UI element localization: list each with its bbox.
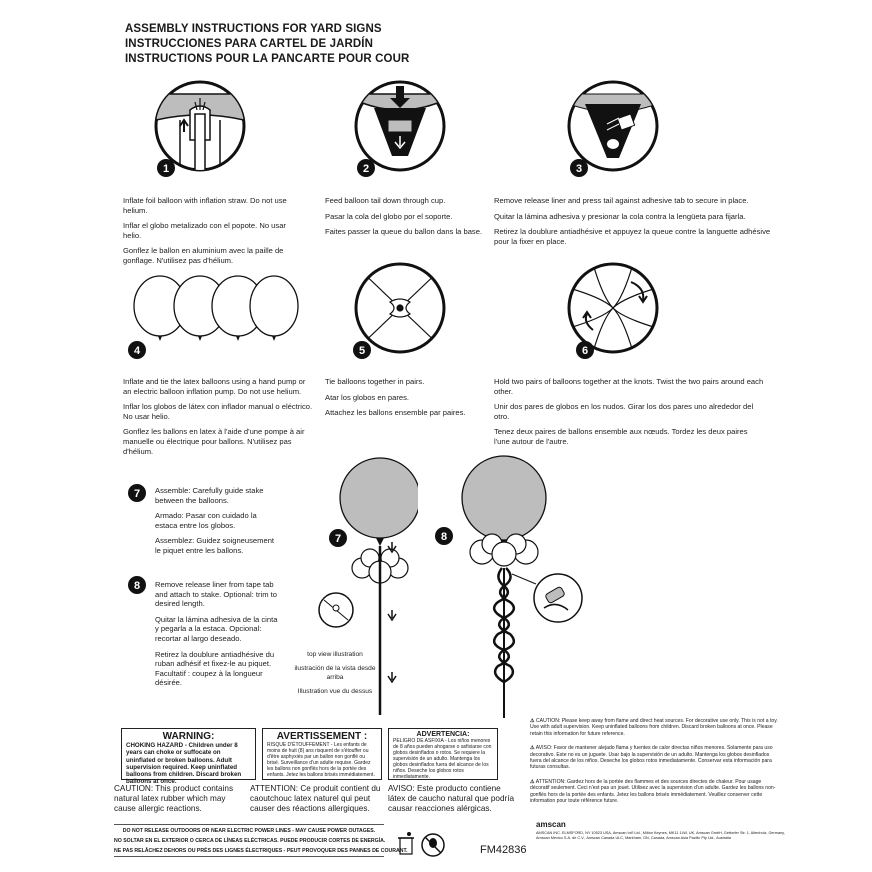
- step-5-number: 5: [358, 345, 366, 357]
- step-1-text: [123, 196, 293, 272]
- page-title: [125, 22, 409, 67]
- step-1-fr: Gonflez le ballon en aluminium avec la paille de gonflage. N'utilisez pas d'hélium.: [123, 246, 284, 265]
- step-8-fr: Retirez la doublure antiadhésive du ruban adhésif et fixez-le au piquet. Facultatif : coupez à la longueur désirée.: [155, 649, 275, 688]
- right-cautions: [530, 718, 780, 804]
- step-8-badge: [127, 575, 147, 595]
- step-8-es: Quitar la lámina adhesiva de la cinta y pegarla a la estaca. Opcional: recortar al largo deseado.: [155, 614, 278, 643]
- warning-text-en: CHOKING HAZARD - Children under 8 years can choke or suffocate on uninflated or broken balloons. Adult supervision required. Keep uninflated balloons from children. Discard broken balloons at once.: [126, 742, 242, 786]
- caution-latex-es: [388, 784, 516, 814]
- right-caution-en: ⚠ CAUTION: Please keep away from flame and direct heat sources. For decorative use only. This is not a toy. Use with adult supervision. Keep uninflated balloons from children. Discard broken balloons at once. Please retain this information for future reference.: [530, 718, 778, 737]
- disposal-icons: [395, 832, 447, 858]
- warning-text-fr: RISQUE D'ÉTOUFFEMENT - Les enfants de moins de huit (8) ans risquent de s'étouffer ou d'être asphyxiés par un ballon non gonflé ou brisé. Surveillance d'un adulte requise. Gardez les ballons non gonflés hors de la portée des enfants. Jetez les ballons brisés immédiatement.: [267, 742, 375, 778]
- step-8-text: [155, 580, 280, 694]
- warning-title-es: ADVERTENCIA:: [416, 731, 470, 738]
- warning-box-en: [121, 728, 256, 786]
- right-aviso-es: ⚠ AVISO: Favor de mantener alejado flama y fuentes de calor directas niños menores. Solamente para uso decorativo. Este no es un juguete. Usar bajo la supervisión de un adulto. Mantenga los globos desinflados fuera del alcance de los niños. Deseche los globos rotos inmediatamente. Conservar esta información para futuras consultas.: [530, 745, 773, 771]
- step-7-es: Armado: Pasar con cuidado la estaca entre los globos.: [155, 511, 257, 530]
- warning-title-en: WARNING:: [162, 731, 215, 742]
- step-5-illustration: [350, 258, 450, 362]
- step-7-badge: [127, 483, 147, 503]
- step-4-illustration: [120, 270, 300, 365]
- top-view-fr: Illustration vue du dessus: [297, 688, 373, 696]
- power-line-warning: [114, 824, 408, 857]
- warning-box-es: [388, 728, 498, 780]
- top-view-caption: [290, 651, 380, 703]
- brand-logo: amscan: [536, 820, 566, 829]
- power-line-fr: NE PAS RELÂCHEZ DEHORS OU PRÈS DES LIGNES ÉLECTRIQUES - PEUT PROVOQUER DES PANNES DE COURANT.: [114, 848, 408, 854]
- step-2-text: [325, 196, 490, 243]
- step-7-en: Assemble: Carefully guide stake between the balloons.: [155, 486, 264, 505]
- step-7-number: 7: [133, 488, 141, 500]
- step-6-en: Hold two pairs of balloons together at the knots. Twist the two pairs around each other.: [494, 377, 764, 396]
- right-attention-fr: ⚠ ATTENTION: Gardez hors de la portée des flammes et des sources directes de chaleur. Pour usage décoratif seulement. Ceci n'est pas un jouet. Utilisez avec la supervision d'un adulte. Gardez les ballons non-gonflés hors de la portée des enfants. Jetez les ballons brisés immédiatement. Veuillez conserver cette information pour toute référence future.: [530, 778, 776, 805]
- step-4-es: Inflar los globos de látex con inflador manual o eléctrico. No usar helio.: [123, 402, 313, 421]
- warning-title-fr: AVERTISSEMENT :: [276, 731, 368, 742]
- step-5-fr: Attachez les ballons ensemble par paires.: [325, 408, 466, 418]
- step-6-illustration: [563, 258, 663, 362]
- no-release-balloon-icon: [422, 834, 444, 856]
- warning-text-es: PELIGRO DE ASFIXIA - Los niños menores de 8 años pueden ahogarse o asfixiarse con globos desinflados o rotos. Se requiere la supervisión de un adulto. Mantenga los globos desinflados fuera del alcance de los niños. Deseche los globos rotos inmediatamente.: [393, 738, 492, 780]
- step-3-illustration: [563, 80, 663, 180]
- title-english: ASSEMBLY INSTRUCTIONS FOR YARD SIGNS: [125, 23, 382, 35]
- step-4-number: 4: [133, 345, 141, 357]
- power-line-en: DO NOT RELEASE OUTDOORS OR NEAR ELECTRIC POWER LINES - MAY CAUSE POWER OUTAGES.: [122, 828, 376, 834]
- power-line-es: NO SOLTAR EN EL EXTERIOR O CERCA DE LÍNEAS ELÉCTRICAS. PUEDE PRODUCIR CORTES DE ENERGÍA.: [114, 838, 386, 844]
- step-8-assembly-illustration: [432, 450, 587, 720]
- step-1-number: 1: [162, 163, 170, 175]
- product-code: FM42836: [480, 844, 527, 856]
- top-view-es: ilustración de la vista desde arriba: [294, 665, 376, 681]
- step-1-es: Inflar el globo metalizado con el popote. No usar helio.: [123, 221, 286, 240]
- caution-latex-fr: [250, 784, 385, 814]
- step-7-diagram-number: 7: [334, 533, 342, 545]
- step-6-fr: Tenez deux paires de ballons ensemble aux nœuds. Tordez les deux paires l'une autour de l'autre.: [494, 427, 748, 446]
- step-5-en: Tie balloons together in pairs.: [325, 377, 425, 386]
- top-view-en: top view illustration: [307, 651, 363, 658]
- step-4-en: Inflate and tie the latex balloons using a hand pump or an electric balloon inflation pump. Do not use helium.: [123, 377, 306, 396]
- distributor-info: AMSCAN INC. ELMSFORD, NY 10523 USA, Amscan Int'l Ltd., Milton Keynes, MK11 1LW, UK, Amscan GmbH, Gettorfer Str. 1, Altenholz, Germany, Amscan Mexico S.A. de C.V., Amscan Canada ULC, Markham, ON, Canada, Amscan Asia Pacific Pty Ltd., Australia: [536, 831, 785, 840]
- step-2-number: 2: [362, 163, 370, 175]
- step-1-illustration: [150, 80, 250, 180]
- title-spanish: INSTRUCCIONES PARA CARTEL DE JARDÍN: [125, 38, 373, 50]
- step-3-en: Remove release liner and press tail against adhesive tab to secure in place.: [494, 196, 749, 205]
- step-8-diagram-number: 8: [440, 531, 448, 543]
- step-2-illustration: [350, 80, 450, 180]
- warning-box-fr: [262, 728, 382, 780]
- step-3-number: 3: [575, 163, 583, 175]
- step-7-fr: Assemblez: Guidez soigneusement le piquet entre les ballons.: [155, 536, 275, 555]
- caution-latex-es-text: AVISO: Este producto contiene látex de caucho natural que podría causar reacciones alérgicas.: [388, 784, 515, 813]
- caution-latex-en: [114, 784, 247, 814]
- step-6-es: Unir dos pares de globos en los nudos. Girar los dos pares uno alrededor del otro.: [494, 402, 754, 421]
- step-2-es: Pasar la cola del globo por el soporte.: [325, 211, 453, 221]
- step-8-number: 8: [133, 580, 141, 592]
- step-3-es: Quitar la lámina adhesiva y presionar la cola contra la lengüeta para fijarla.: [494, 211, 746, 221]
- step-5-text: [325, 377, 490, 424]
- title-french: INSTRUCTIONS POUR LA PANCARTE POUR COUR: [125, 53, 410, 65]
- step-7-text: [155, 486, 275, 562]
- caution-latex-fr-text: ATTENTION: Ce produit contient du caoutchouc latex naturel qui peut causer des réactions allergiques.: [250, 784, 381, 813]
- caution-latex-en-text: CAUTION: This product contains natural latex rubber which may cause allergic reactions.: [114, 784, 234, 813]
- step-4-text: [123, 377, 313, 462]
- step-3-fr: Retirez la doublure antiadhésive et appuyez la queue contre la languette adhésive pour la fixer en place.: [494, 227, 771, 246]
- step-6-number: 6: [581, 345, 589, 357]
- step-8-en: Remove release liner from tape tab and attach to stake. Optional: trim to desired length.: [155, 580, 277, 609]
- step-2-en: Feed balloon tail down through cup.: [325, 196, 446, 205]
- step-3-text: [494, 196, 784, 252]
- step-5-es: Atar los globos en pares.: [325, 392, 410, 402]
- step-1-en: Inflate foil balloon with inflation straw. Do not use helium.: [123, 196, 287, 215]
- step-2-fr: Faites passer la queue du ballon dans la base.: [325, 227, 483, 237]
- step-6-text: [494, 377, 764, 453]
- step-4-fr: Gonflez les ballons en latex à l'aide d'une pompe à air manuelle ou électrique pour ballons. N'utilisez pas d'hélium.: [123, 427, 305, 456]
- trash-bin-icon: [398, 832, 414, 854]
